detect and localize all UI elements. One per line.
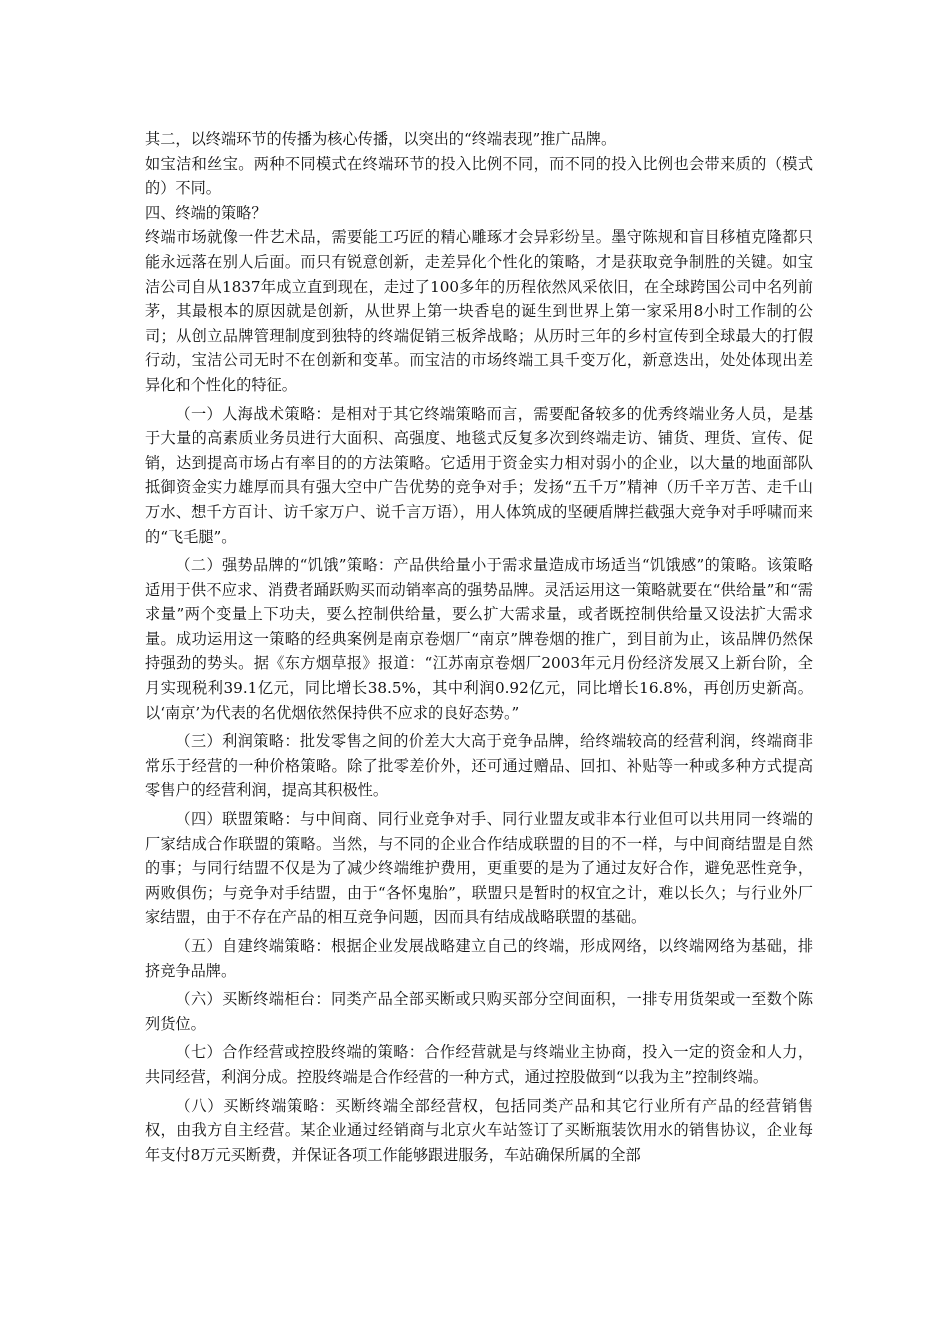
paragraph-strategy-7: （七）合作经营或控股终端的策略：合作经营就是与终端业主协商，投入一定的资金和人力，共同经营，利润分成。控股终端是合作经营的一种方式，通过控股做到“以我为主”控制终端。	[145, 1043, 813, 1086]
paragraph-strategy-3: （三）利润策略：批发零售之间的价差大大高于竞争品牌，给终端较高的经营利润，终端商非常乐于经营的一种价格策略。除了批零差价外，还可通过赠品、回扣、补贴等一种或多种方式提高零售户的经营利润，提高其积极性。	[145, 732, 813, 800]
paragraph-strategy-8: （八）买断终端策略：买断终端全部经营权，包括同类产品和其它行业所有产品的经营销售权，由我方自主经营。某企业通过经销商与北京火车站签订了买断瓶装饮用水的销售协议，企业每年支付8万元买断费，并保证各项工作能够跟进服务，车站确保所属的全部	[145, 1096, 813, 1164]
section-heading: 四、终端的策略？	[145, 203, 267, 222]
paragraph-strategy-2: （二）强势品牌的“饥饿”策略：产品供给量小于需求量造成市场适当“饥饿感”的策略。该策略适用于供不应求、消费者踊跃购买而动销率高的强势品牌。灵活运用这一策略就要在“供给量”和“需求量”两个变量上下功夫，要么控制供给量，要么扩大需求量，或者既控制供给量又设法扩大需求量。成功运用这一策略的经典案例是南京卷烟厂“南京”牌卷烟的推广，到目前为止，该品牌仍然保持强劲的势头。据《东方烟草报》报道：“江苏南京卷烟厂2003年元月份经济发展又上新台阶，全月实现税利39.1亿元，同比增长38.5%，其中利润0.92亿元，同比增长16.8%，再创历史新高。以‘南京’为代表的名优烟依然保持供不应求的良好态势。”	[145, 556, 813, 722]
paragraph-strategy-6: （六）买断终端柜台：同类产品全部买断或只购买部分空间面积，一排专用货架或一至数个陈列货位。	[145, 990, 813, 1033]
paragraph-strategy-1: （一）人海战术策略：是相对于其它终端策略而言，需要配备较多的优秀终端业务人员，是基于大量的高素质业务员进行大面积、高强度、地毯式反复多次到终端走访、铺货、理货、宣传、促销，达到提高市场占有率目的的方法策略。它适用于资金实力相对弱小的企业，以大量的地面部队抵御资金实力雄厚而具有强大空中广告优势的竞争对手；发扬“五千万”精神（历千辛万苦、走千山万水、想千方百计、访千家万户、说千言万语），用人体筑成的坚硬盾牌拦截强大竞争对手呼啸而来的“飞毛腿”。	[145, 404, 813, 546]
paragraph-strategy-5: （五）自建终端策略：根据企业发展战略建立自己的终端，形成网络，以终端网络为基础，排挤竞争品牌。	[145, 937, 813, 980]
paragraph-p2: 如宝洁和丝宝。两种不同模式在终端环节的投入比例不同，而不同的投入比例也会带来质的（模式的）不同。	[145, 154, 813, 198]
paragraph-strategy-4: （四）联盟策略：与中间商、同行业竞争对手、同行业盟友或非本行业但可以共用同一终端的厂家结成合作联盟的策略。当然，与不同的企业合作结成联盟的目的不一样，与中间商结盟是自然的事；与同行结盟不仅是为了减少终端维护费用，更重要的是为了通过友好合作，避免恶性竞争，两败俱伤；与竞争对手结盟，由于“各怀鬼胎”，联盟只是暂时的权宜之计，难以长久；与行业外厂家结盟，由于不存在产品的相互竞争问题，因而具有结成战略联盟的基础。	[145, 810, 813, 927]
document-page	[145, 127, 813, 1167]
paragraph-p1: 其二，以终端环节的传播为核心传播，以突出的“终端表现”推广品牌。	[145, 130, 617, 148]
paragraph-p4: 终端市场就像一件艺术品，需要能工巧匠的精心雕琢才会异彩纷呈。墨守陈规和盲目移植克隆都只能永远落在别人后面。而只有锐意创新，走差异化个性化的策略，才是获取竞争制胜的关键。如宝洁公司自从1837年成立直到现在，走过了100多年的历程依然风采依旧，在全球跨国公司中名列前茅，其最根本的原因就是创新，从世界上第一块香皂的诞生到世界上第一家采用8小时工作制的公司；从创立品牌管理制度到独特的终端促销三板斧战略；从历时三年的乡村宣传到全球最大的打假行动，宝洁公司无时不在创新和变革。而宝洁的市场终端工具千变万化，新意迭出，处处体现出差异化和个性化的特征。	[145, 228, 813, 394]
